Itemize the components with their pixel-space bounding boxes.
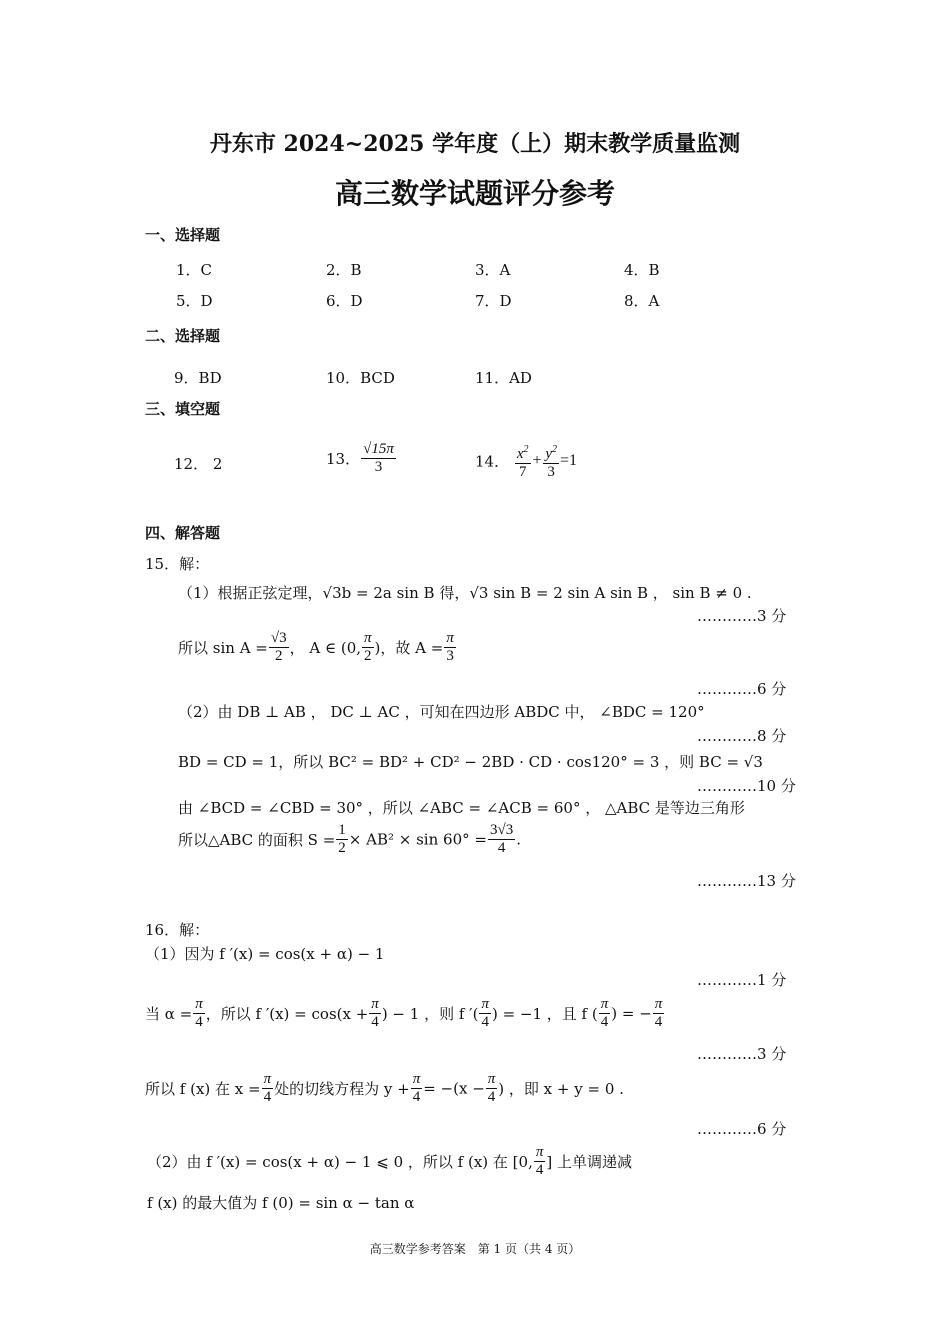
solution-line: 由 ∠BCD = ∠CBD = 30° ，所以 ∠ABC = ∠ACB = 60° ， △ABC 是等边三角形 — [178, 799, 745, 817]
score-mark: …………13 分 — [697, 872, 796, 890]
answer-item: 9．BD — [174, 369, 222, 387]
solution-line: 所以 f (x) 在 x = $\frac{\pi}{4}$ 处的切线方程为 y + $\frac{\pi}{4}$ = −(x − $\frac{\pi}{4}$ ) ，即 x + y = 0 . — [145, 1071, 624, 1105]
answer-item: 5．D — [176, 292, 213, 310]
page-footer: 高三数学参考答案 第 1 页（共 4 页） — [369, 1242, 581, 1256]
solution-line: （2）由 f ′(x) = cos(x + α) − 1 ⩽ 0 ，所以 f (x) 在 [0, $\frac{\pi}{4}$ ] 上单调递减 — [147, 1144, 632, 1178]
section-heading: 四、解答题 — [145, 524, 221, 542]
score-mark: …………3 分 — [697, 1045, 787, 1063]
score-mark: …………1 分 — [697, 971, 787, 989]
answer-item: 13． $\frac{√15\pi}{3}$ — [326, 441, 394, 475]
solution-line: 当 α = $\frac{\pi}{4}$ ，所以 f ′(x) = cos(x + $\frac{\pi}{4}$ ) − 1 ，则 f ′( $\frac{\pi}{4}$ ) = −1 ，且 f ( $\frac{\pi}{4}$ ) = − $\frac{\pi}{4}$ — [145, 996, 663, 1030]
question-label: 15．解： — [145, 555, 210, 573]
solution-line: 所以△ABC 的面积 S = $\frac{1}{2}$ × AB² × sin 60° = $\frac{3√3}{4}$ . — [178, 822, 521, 856]
answer-item: 8．A — [624, 292, 660, 310]
solution-line: （1）根据正弦定理，√3b = 2a sin B 得，√3 sin B = 2 sin A sin B ， sin B ≠ 0 . — [178, 584, 752, 602]
score-mark: …………3 分 — [697, 607, 787, 625]
solution-line: BD = CD = 1，所以 BC² = BD² + CD² − 2BD · CD · cos120° = 3 ，则 BC = √3 — [178, 753, 763, 771]
solution-line: 所以 sin A = $\frac{√3}{2}$ ， A ∈ (0, $\frac{\pi}{2}$ )，故 A = $\frac{\pi}{3}$ — [178, 630, 454, 664]
answer-item: 14． $\frac{x^2}{7}$ + $\frac{y^2}{3}$ =1 — [475, 441, 577, 481]
page-subtitle: 高三数学试题评分参考 — [334, 177, 615, 210]
section-heading: 一、选择题 — [145, 226, 221, 244]
answer-item: 3．A — [475, 261, 511, 279]
answer-item: 10．BCD — [326, 369, 395, 387]
answer-item: 12． 2 — [174, 455, 223, 473]
section-heading: 三、填空题 — [145, 400, 221, 418]
answer-item: 4．B — [624, 261, 660, 279]
section-heading: 二、选择题 — [145, 327, 221, 345]
answer-item: 11．AD — [475, 369, 532, 387]
answer-item: 6．D — [326, 292, 363, 310]
solution-line: f (x) 的最大值为 f (0) = sin α − tan α — [147, 1194, 415, 1212]
solution-line: （2）由 DB ⊥ AB ， DC ⊥ AC ，可知在四边形 ABDC 中， ∠BDC = 120° — [178, 703, 705, 721]
answer-item: 2．B — [326, 261, 362, 279]
score-mark: …………6 分 — [697, 1120, 787, 1138]
solution-line: （1）因为 f ′(x) = cos(x + α) − 1 — [145, 945, 385, 963]
question-label: 16．解： — [145, 921, 210, 939]
score-mark: …………10 分 — [697, 777, 796, 795]
page-title: 丹东市 2024~2025 学年度（上）期末教学质量监测 — [209, 131, 741, 157]
answer-item: 7．D — [475, 292, 512, 310]
answer-item: 1．C — [176, 261, 213, 279]
score-mark: …………6 分 — [697, 680, 787, 698]
score-mark: …………8 分 — [697, 727, 787, 745]
